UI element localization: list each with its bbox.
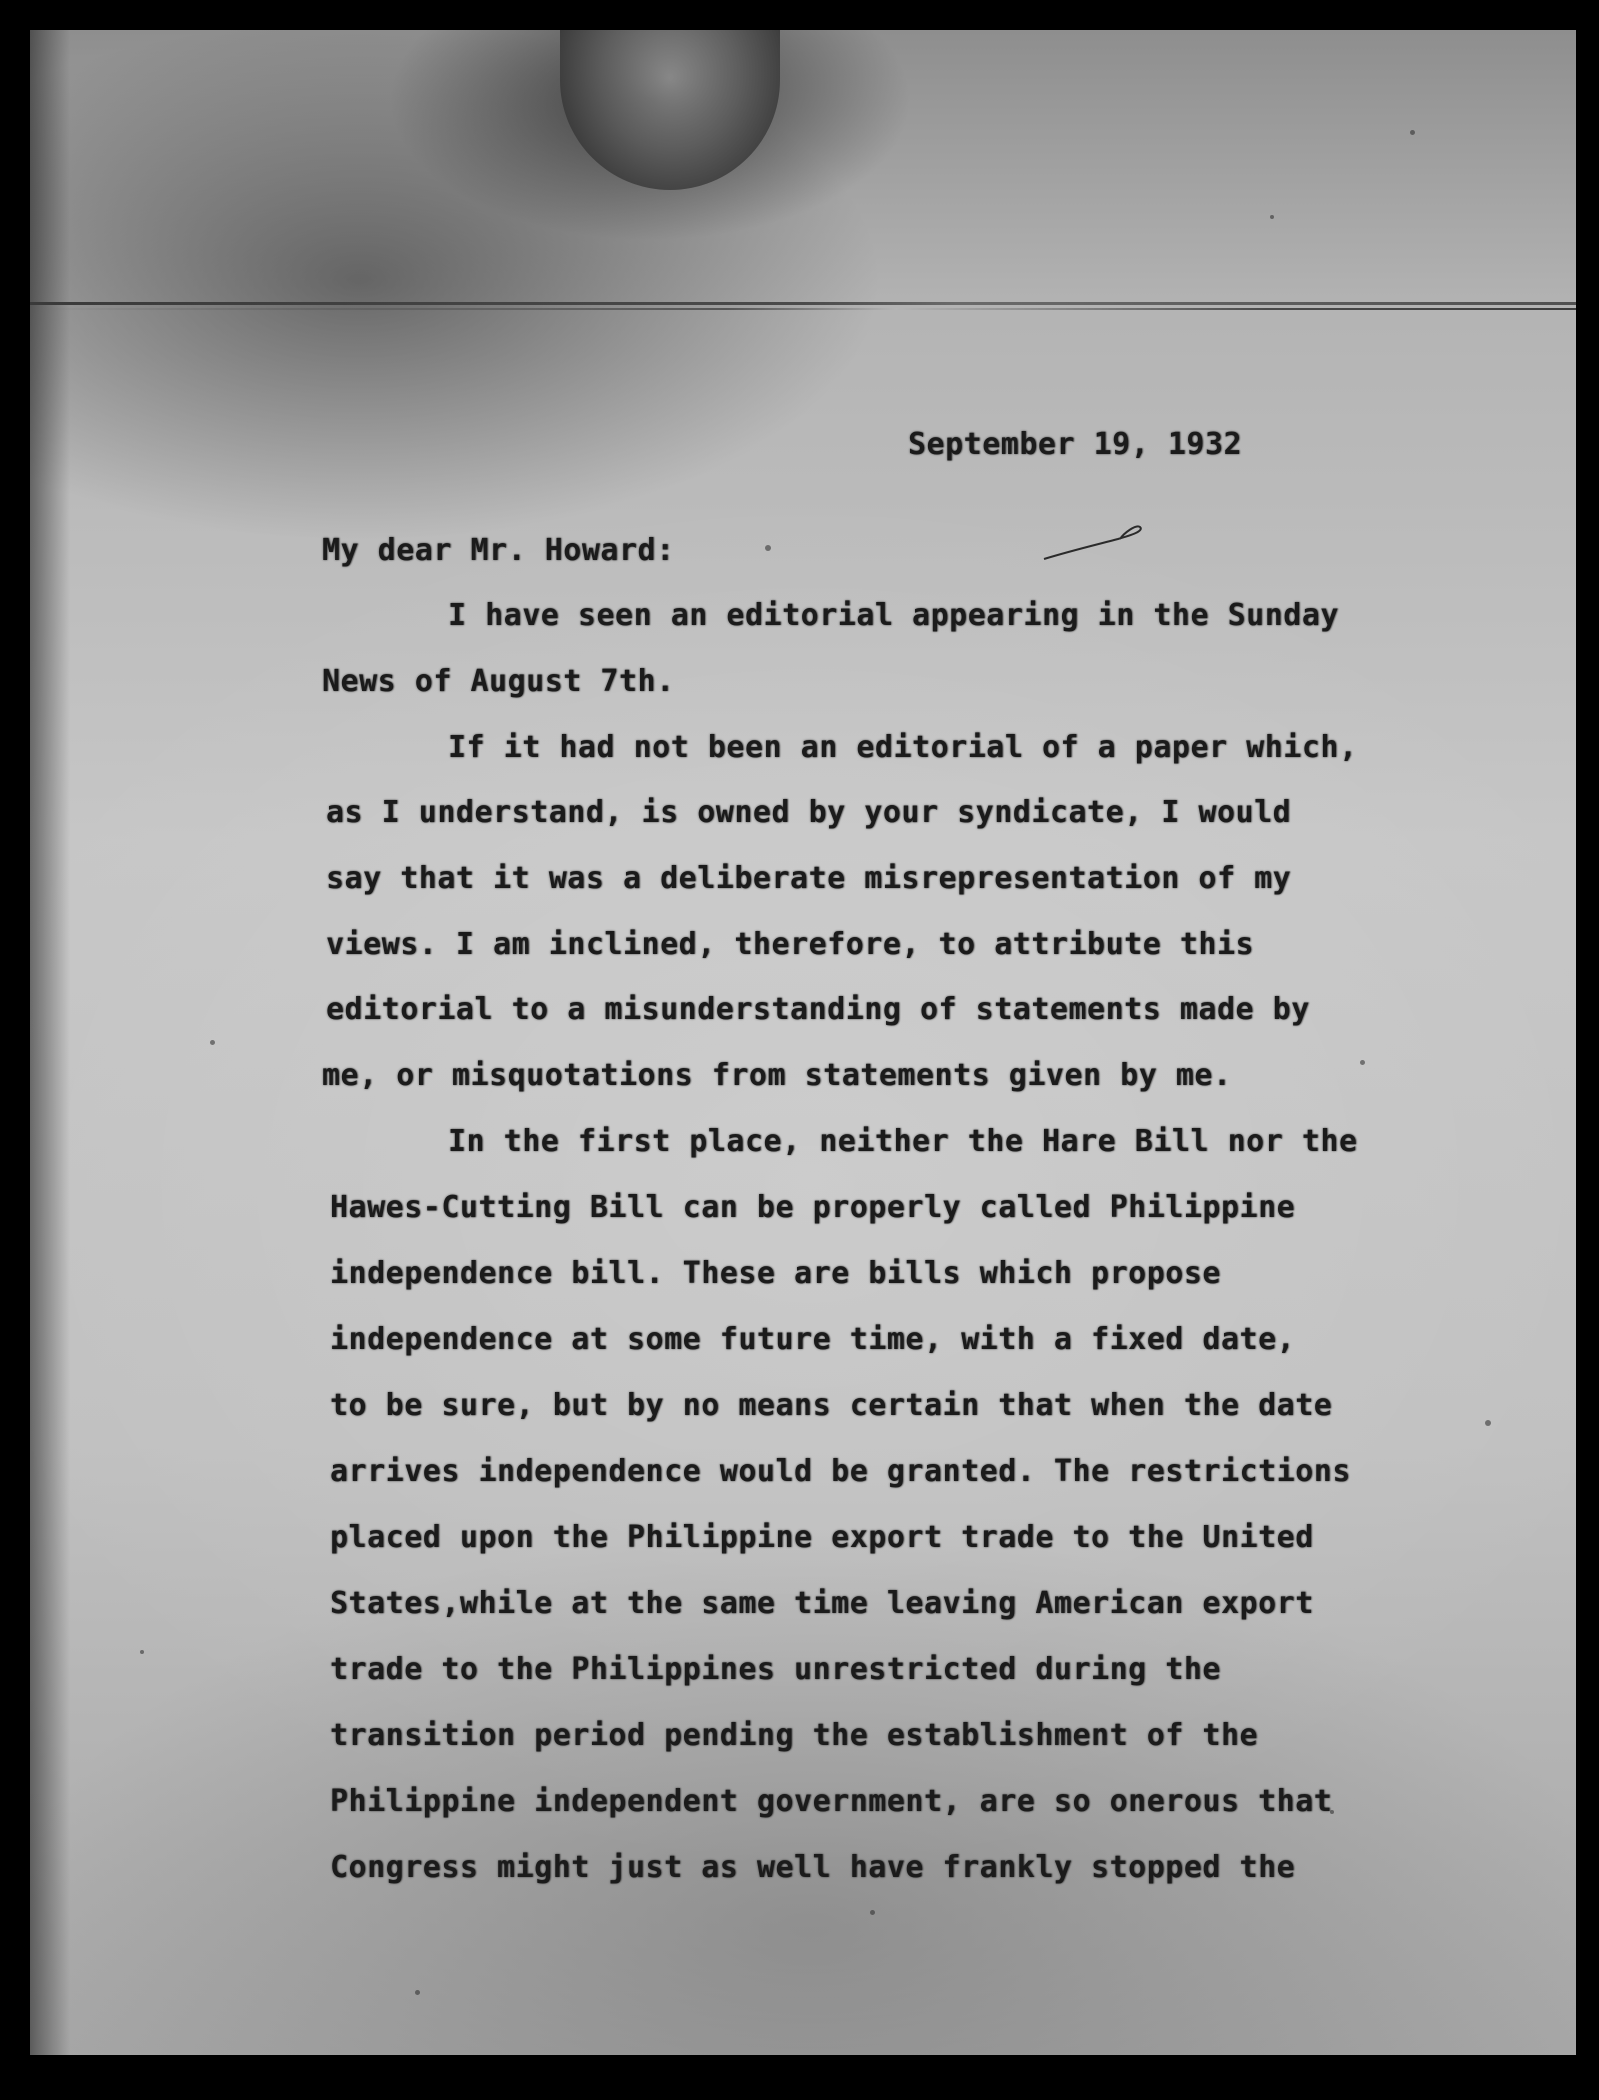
letter-line: trade to the Philippines unrestricted during the (330, 1652, 1221, 1687)
letter-line: If it had not been an editorial of a paper which, (448, 730, 1358, 765)
letter-body (30, 30, 1576, 2055)
letter-line: transition period pending the establishment of the (330, 1718, 1259, 1753)
letter-line: placed upon the Philippine export trade to the United (330, 1520, 1314, 1555)
letter-line: editorial to a misunderstanding of statements made by (326, 992, 1310, 1027)
letter-line: to be sure, but by no means certain that when the date (330, 1388, 1333, 1423)
letter-line: Philippine independent government, are so onerous that (330, 1784, 1333, 1819)
letter-line: independence bill. These are bills which propose (330, 1256, 1221, 1291)
letter-line: States,while at the same time leaving American export (330, 1586, 1314, 1621)
letter-line: me, or misquotations from statements given by me. (322, 1058, 1232, 1093)
letter-line: In the first place, neither the Hare Bill nor the (448, 1124, 1358, 1159)
letter-line: say that it was a deliberate misrepresentation of my (326, 861, 1292, 896)
letter-line: as I understand, is owned by your syndicate, I would (326, 795, 1292, 830)
letter-salutation: My dear Mr. Howard: (322, 533, 675, 568)
letter-line: Hawes-Cutting Bill can be properly called Philippine (330, 1190, 1296, 1225)
letter-line: arrives independence would be granted. The restrictions (330, 1454, 1351, 1489)
letter-line: News of August 7th. (322, 664, 675, 699)
letter-date: September 19, 1932 (908, 427, 1243, 462)
letter-page (30, 30, 1576, 2055)
letter-line: Congress might just as well have frankly stopped the (330, 1850, 1296, 1885)
letter-line: views. I am inclined, therefore, to attribute this (326, 927, 1255, 962)
letter-line: I have seen an editorial appearing in the Sunday (448, 598, 1339, 633)
letter-line: independence at some future time, with a fixed date, (330, 1322, 1296, 1357)
